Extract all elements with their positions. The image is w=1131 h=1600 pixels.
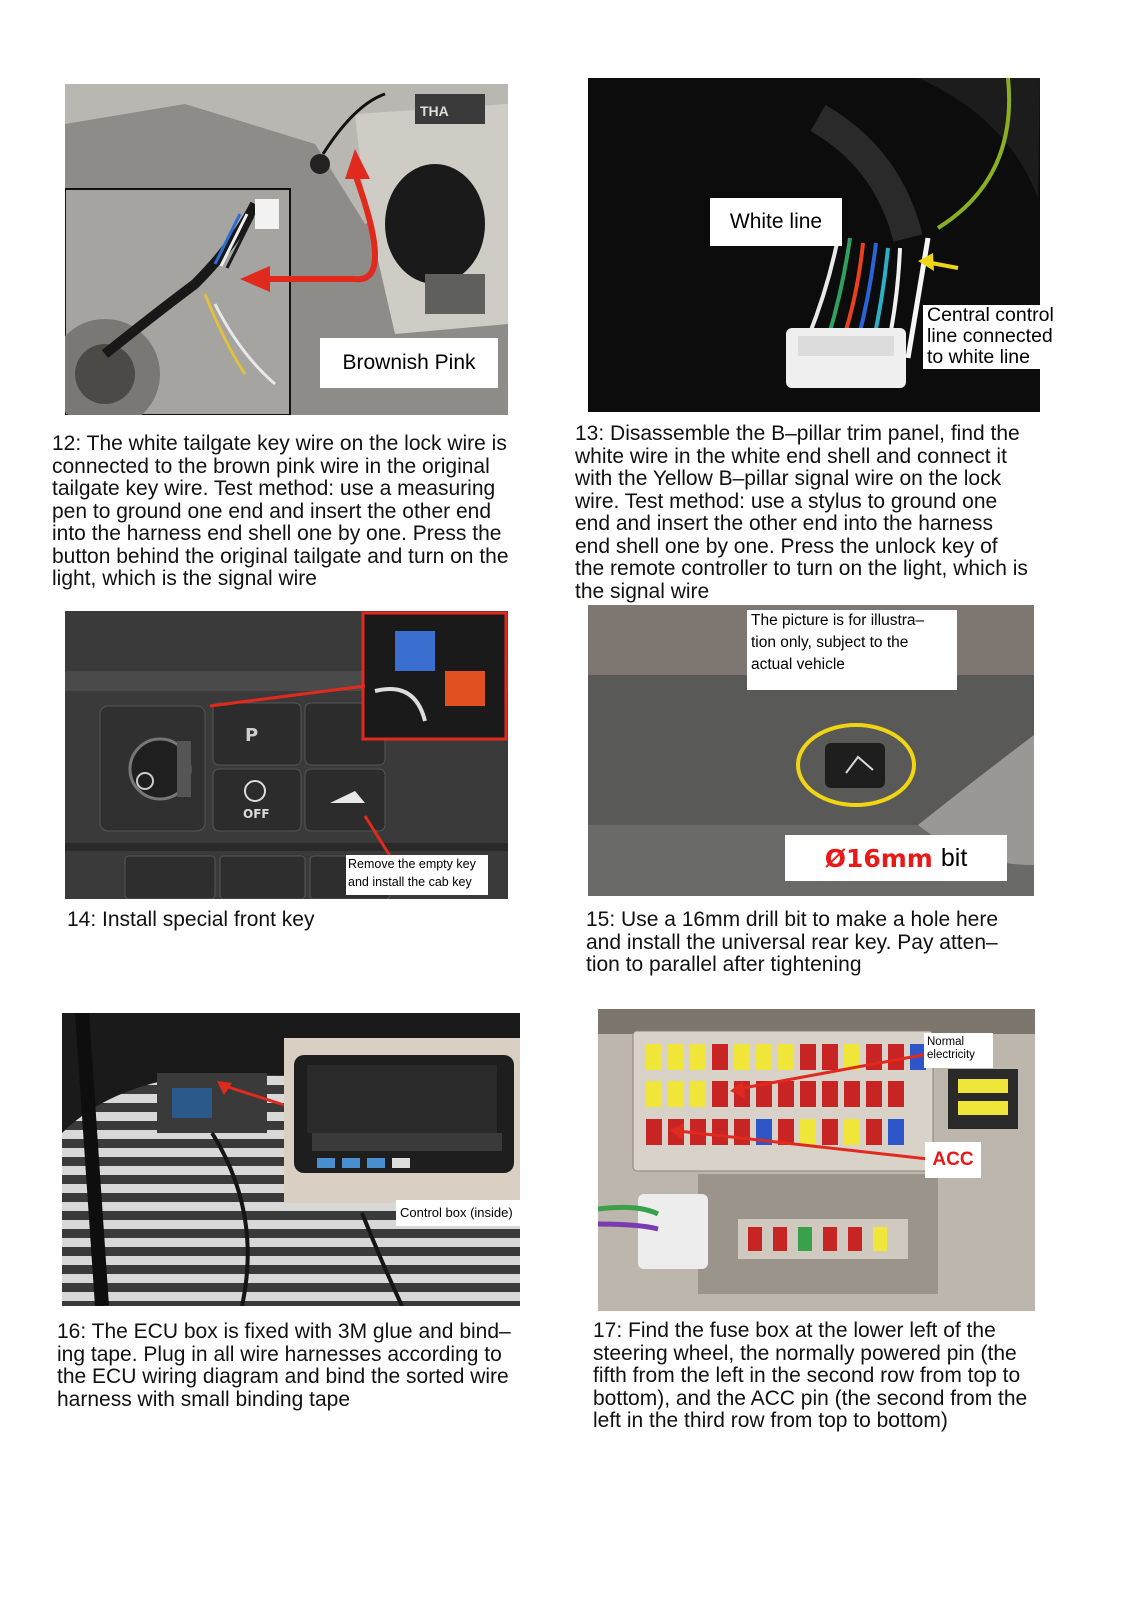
hole-diameter: Ø16mm	[824, 843, 933, 873]
step-16-caption: 16: The ECU box is fixed with 3M glue and bind– ing tape. Plug in all wire harnesses according to the ECU wiring diagram and bind the sorted wire harness with small binding tape	[57, 1320, 511, 1411]
step-15-caption: 15: Use a 16mm drill bit to make a hole here and install the universal rear key. Pay atten– tion to parallel after tightening	[586, 908, 999, 976]
control-box-label: Control box (inside)	[396, 1200, 524, 1226]
step-12-caption: 12: The white tailgate key wire on the lock wire is connected to the brown pink wire in the original tailgate key wire. Test method: use a measuring pen to ground one end and insert the other end into the harness end shell one by one. Press the button behind the original tailgate and turn on the light, which is the signal wire	[52, 432, 509, 590]
drill-bit-size-label	[785, 835, 1007, 881]
remove-empty-key-label: Remove the empty key and install the cab key	[346, 855, 488, 895]
ecu-box-illustration	[62, 1013, 520, 1306]
step-14-caption: 14: Install special front key	[67, 908, 315, 931]
brownish-pink-label: Brownish Pink	[320, 338, 498, 388]
step-17-caption: 17: Find the fuse box at the lower left of the steering wheel, the normally powered pin (the fifth from the left in the second row from top to bottom), and the ACC pin (the second from the left in the third row from top to bottom)	[593, 1319, 1028, 1432]
acc-label: ACC	[925, 1142, 981, 1178]
hole-unit: bit	[940, 843, 968, 872]
embossed-text: THA	[420, 103, 449, 119]
svg-text:P: P	[245, 725, 259, 746]
illustration-only-label: The picture is for illustra– tion only, subject to the actual vehicle	[747, 610, 957, 690]
central-control-label: Central control line connected to white line	[923, 305, 1079, 369]
off-button-text: OFF	[243, 807, 270, 821]
normal-electricity-label: Normal electricity	[924, 1033, 993, 1068]
step-16-photo	[62, 1013, 520, 1306]
step-13-caption: 13: Disassemble the B–pillar trim panel, find the white wire in the white end shell and connect it with the Yellow B–pillar signal wire on the lock wire. Test method: use a stylus to ground one end and insert the other end into the harness end shell one by one. Press the unlock key of the remote controller to turn on the light, which is the signal wire	[575, 422, 1028, 603]
white-line-label: White line	[710, 198, 842, 246]
